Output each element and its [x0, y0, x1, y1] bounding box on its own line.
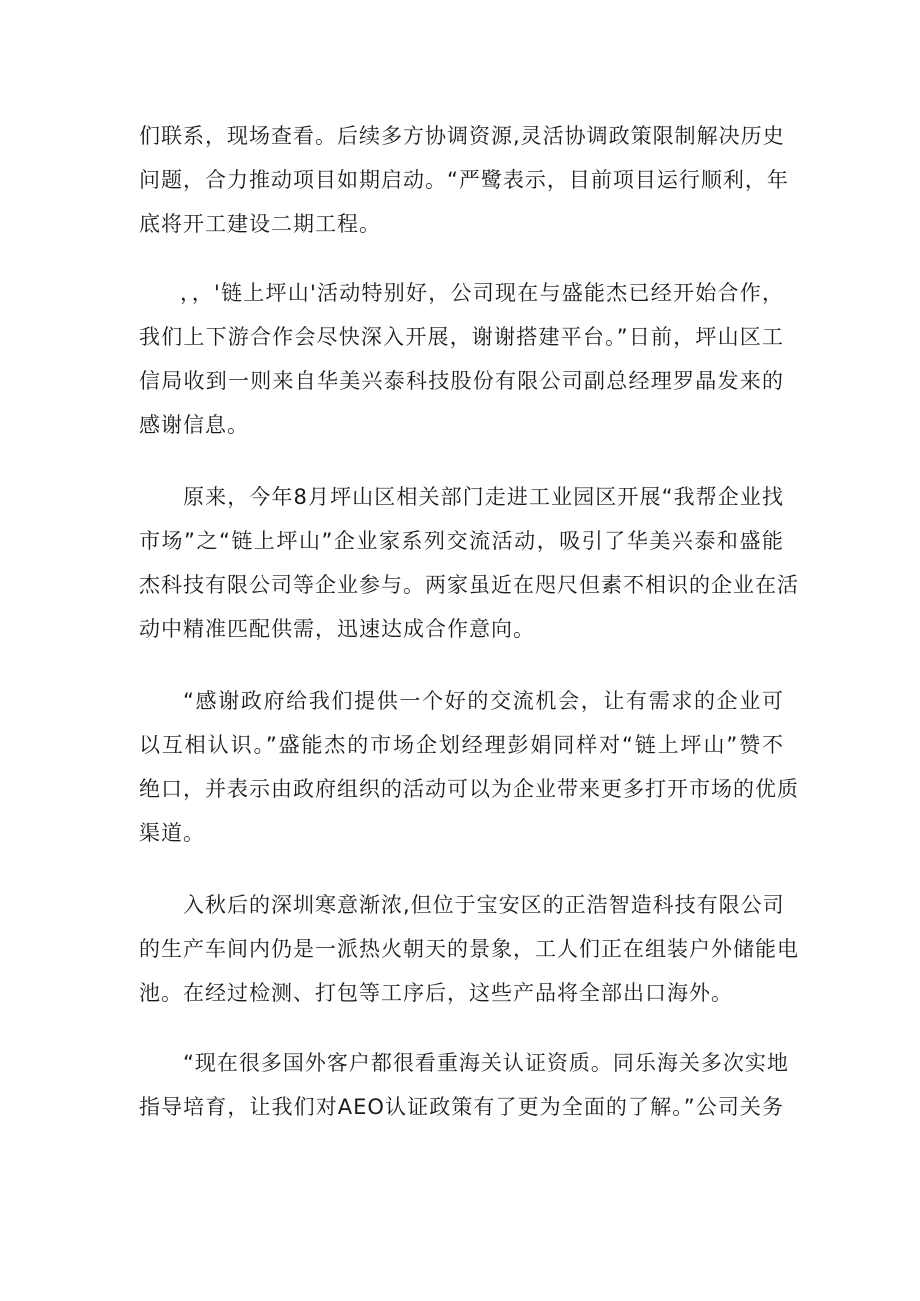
text-line: 杰科技有限公司等企业参与。两家虽近在咫尺但素不相识的企业在活: [139, 573, 799, 597]
text-line: 入秋后的深圳寒意渐浓,但位于宝安区的正浩智造科技有限公司: [183, 893, 785, 917]
paragraph-5-continued: [139, 927, 799, 1015]
paragraph-2: [180, 271, 784, 315]
text-line: 问题，合力推动项目如期启动。“严鹭表示，目前项目运行顺利，年: [139, 168, 789, 192]
paragraph-6-continued: [139, 1085, 784, 1129]
text-line: 动中精准匹配供需，迅速达成合作意向。: [139, 617, 535, 641]
paragraph-6: [183, 1041, 789, 1085]
paragraph-3: [183, 475, 784, 519]
paragraph-3-continued: [139, 519, 799, 651]
text-line: 以互相认识。”盛能杰的市场企划经理彭娟同样对“链上坪山”赞不: [139, 733, 784, 757]
paragraph-1: [139, 114, 789, 246]
text-line: “现在很多国外客户都很看重海关认证资质。同乐海关多次实地: [183, 1051, 789, 1075]
text-line: 池。在经过检测、打包等工序后，这些产品将全部出口海外。: [139, 981, 733, 1005]
paragraph-5: [183, 883, 784, 927]
text-line: 绝口，并表示由政府组织的活动可以为企业带来更多打开市场的优质: [139, 777, 799, 801]
paragraph-4: [183, 679, 784, 723]
text-line: 原来，今年8月坪山区相关部门走进工业园区开展“我帮企业找: [183, 485, 784, 509]
text-line: 信局收到一则来自华美兴泰科技股份有限公司副总经理罗晶发来的: [139, 369, 784, 393]
text-line: 感谢信息。: [139, 413, 249, 437]
text-line: 指导培育，让我们对AEO认证政策有了更为全面的了解。”公司关务: [139, 1095, 784, 1119]
text-line: 底将开工建设二期工程。: [139, 212, 381, 236]
text-line: 渠道。: [139, 821, 205, 845]
text-line: 们联系，现场查看。后续多方协调资源,灵活协调政策限制解决历史: [139, 124, 785, 148]
text-line: 的生产车间内仍是一派热火朝天的景象，工人们正在组装户外储能电: [139, 937, 799, 961]
text-line: 我们上下游合作会尽快深入开展，谢谢搭建平台。”日前，坪山区工: [139, 325, 784, 349]
text-line: “感谢政府给我们提供一个好的交流机会，让有需求的企业可: [183, 689, 784, 713]
text-line: ，，'链上坪山'活动特别好，公司现在与盛能杰已经开始合作，: [180, 281, 784, 305]
paragraph-2-continued: [139, 315, 784, 447]
text-line: 市场”之“链上坪山”企业家系列交流活动，吸引了华美兴泰和盛能: [139, 529, 784, 553]
paragraph-4-continued: [139, 723, 799, 855]
